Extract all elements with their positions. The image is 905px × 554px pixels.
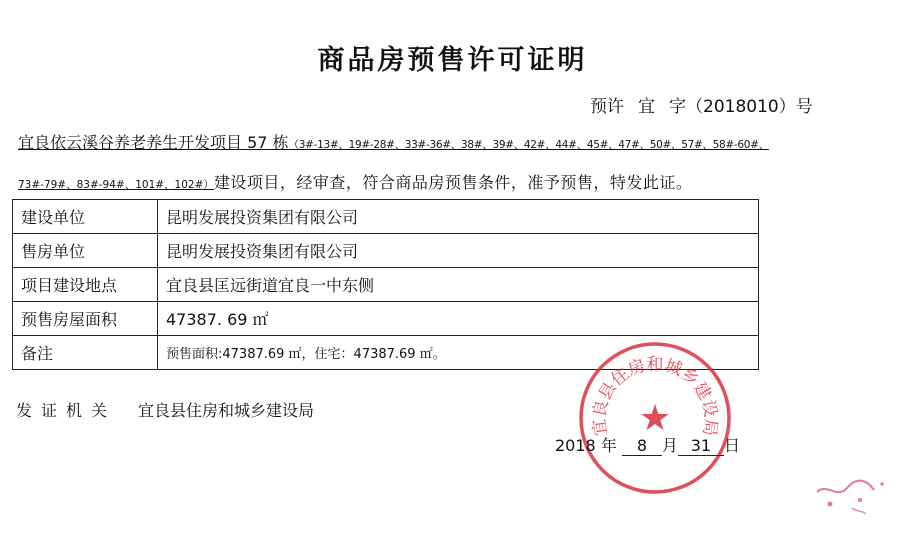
- row-label-seller: 售房单位: [13, 234, 158, 268]
- seal-star-icon: ★: [638, 398, 672, 439]
- permit-number: [590, 92, 813, 117]
- issue-date: [555, 433, 740, 456]
- row-label-developer: 建设单位: [13, 200, 158, 234]
- building-list-part1: （3#-13#、19#-28#、33#-36#、38#、39#、42#、44#、45#、47#、50#、57#、58#-60#、: [288, 139, 769, 151]
- row-value-seller: 昆明发展投资集团有限公司: [158, 234, 759, 268]
- date-month-unit: 月: [661, 436, 678, 455]
- table-row: [13, 234, 759, 268]
- document-title: 商品房预售许可证明: [317, 45, 588, 76]
- project-name: 宜良依云溪谷养老养生开发项目 57 栋: [18, 133, 289, 152]
- approval-text: 建设项目，经审查，符合商品房预售条件，准予预售，特发此证。: [213, 173, 693, 192]
- row-value-presale-area: 47387. 69 ㎡: [158, 302, 759, 336]
- project-description-line1: [18, 130, 898, 153]
- issuing-authority-label: 发证机关: [16, 401, 117, 420]
- table-row: [13, 200, 759, 234]
- stamp-smear-mark: [812, 470, 892, 520]
- project-description-line2: [18, 170, 898, 193]
- permit-number-suffix: 号: [795, 97, 813, 117]
- permit-number-word: 字: [669, 97, 686, 117]
- table-row: [13, 268, 759, 302]
- row-label-location: 项目建设地点: [13, 268, 158, 302]
- row-value-developer: 昆明发展投资集团有限公司: [158, 200, 759, 234]
- row-value-location: 宜良县匡远街道宜良一中东侧: [158, 268, 759, 302]
- row-value-remarks: 预售面积:47387.69 ㎡，住宅：47387.69 ㎡。: [158, 336, 759, 370]
- date-day: 31: [678, 436, 724, 456]
- permit-number-prefix: 预许: [590, 97, 624, 117]
- date-day-unit: 日: [723, 436, 740, 455]
- date-month: 8: [622, 436, 662, 456]
- seal-text: 宜良县住房和城乡建设局: [589, 355, 721, 438]
- date-year: 2018: [555, 436, 596, 455]
- row-label-presale-area: 预售房屋面积: [13, 302, 158, 336]
- date-year-unit: 年: [600, 436, 617, 455]
- issuing-authority: [16, 398, 314, 421]
- table-row: [13, 302, 759, 336]
- building-list-part2: 73#-79#、83#-94#、101#、102#）: [18, 179, 214, 191]
- issuing-authority-value: 宜良县住房和城乡建设局: [138, 401, 315, 420]
- official-seal: [575, 338, 735, 498]
- permit-number-county: 宜: [638, 97, 655, 117]
- permit-number-code: （2018010）: [686, 97, 796, 117]
- row-label-remarks: 备注: [13, 336, 158, 370]
